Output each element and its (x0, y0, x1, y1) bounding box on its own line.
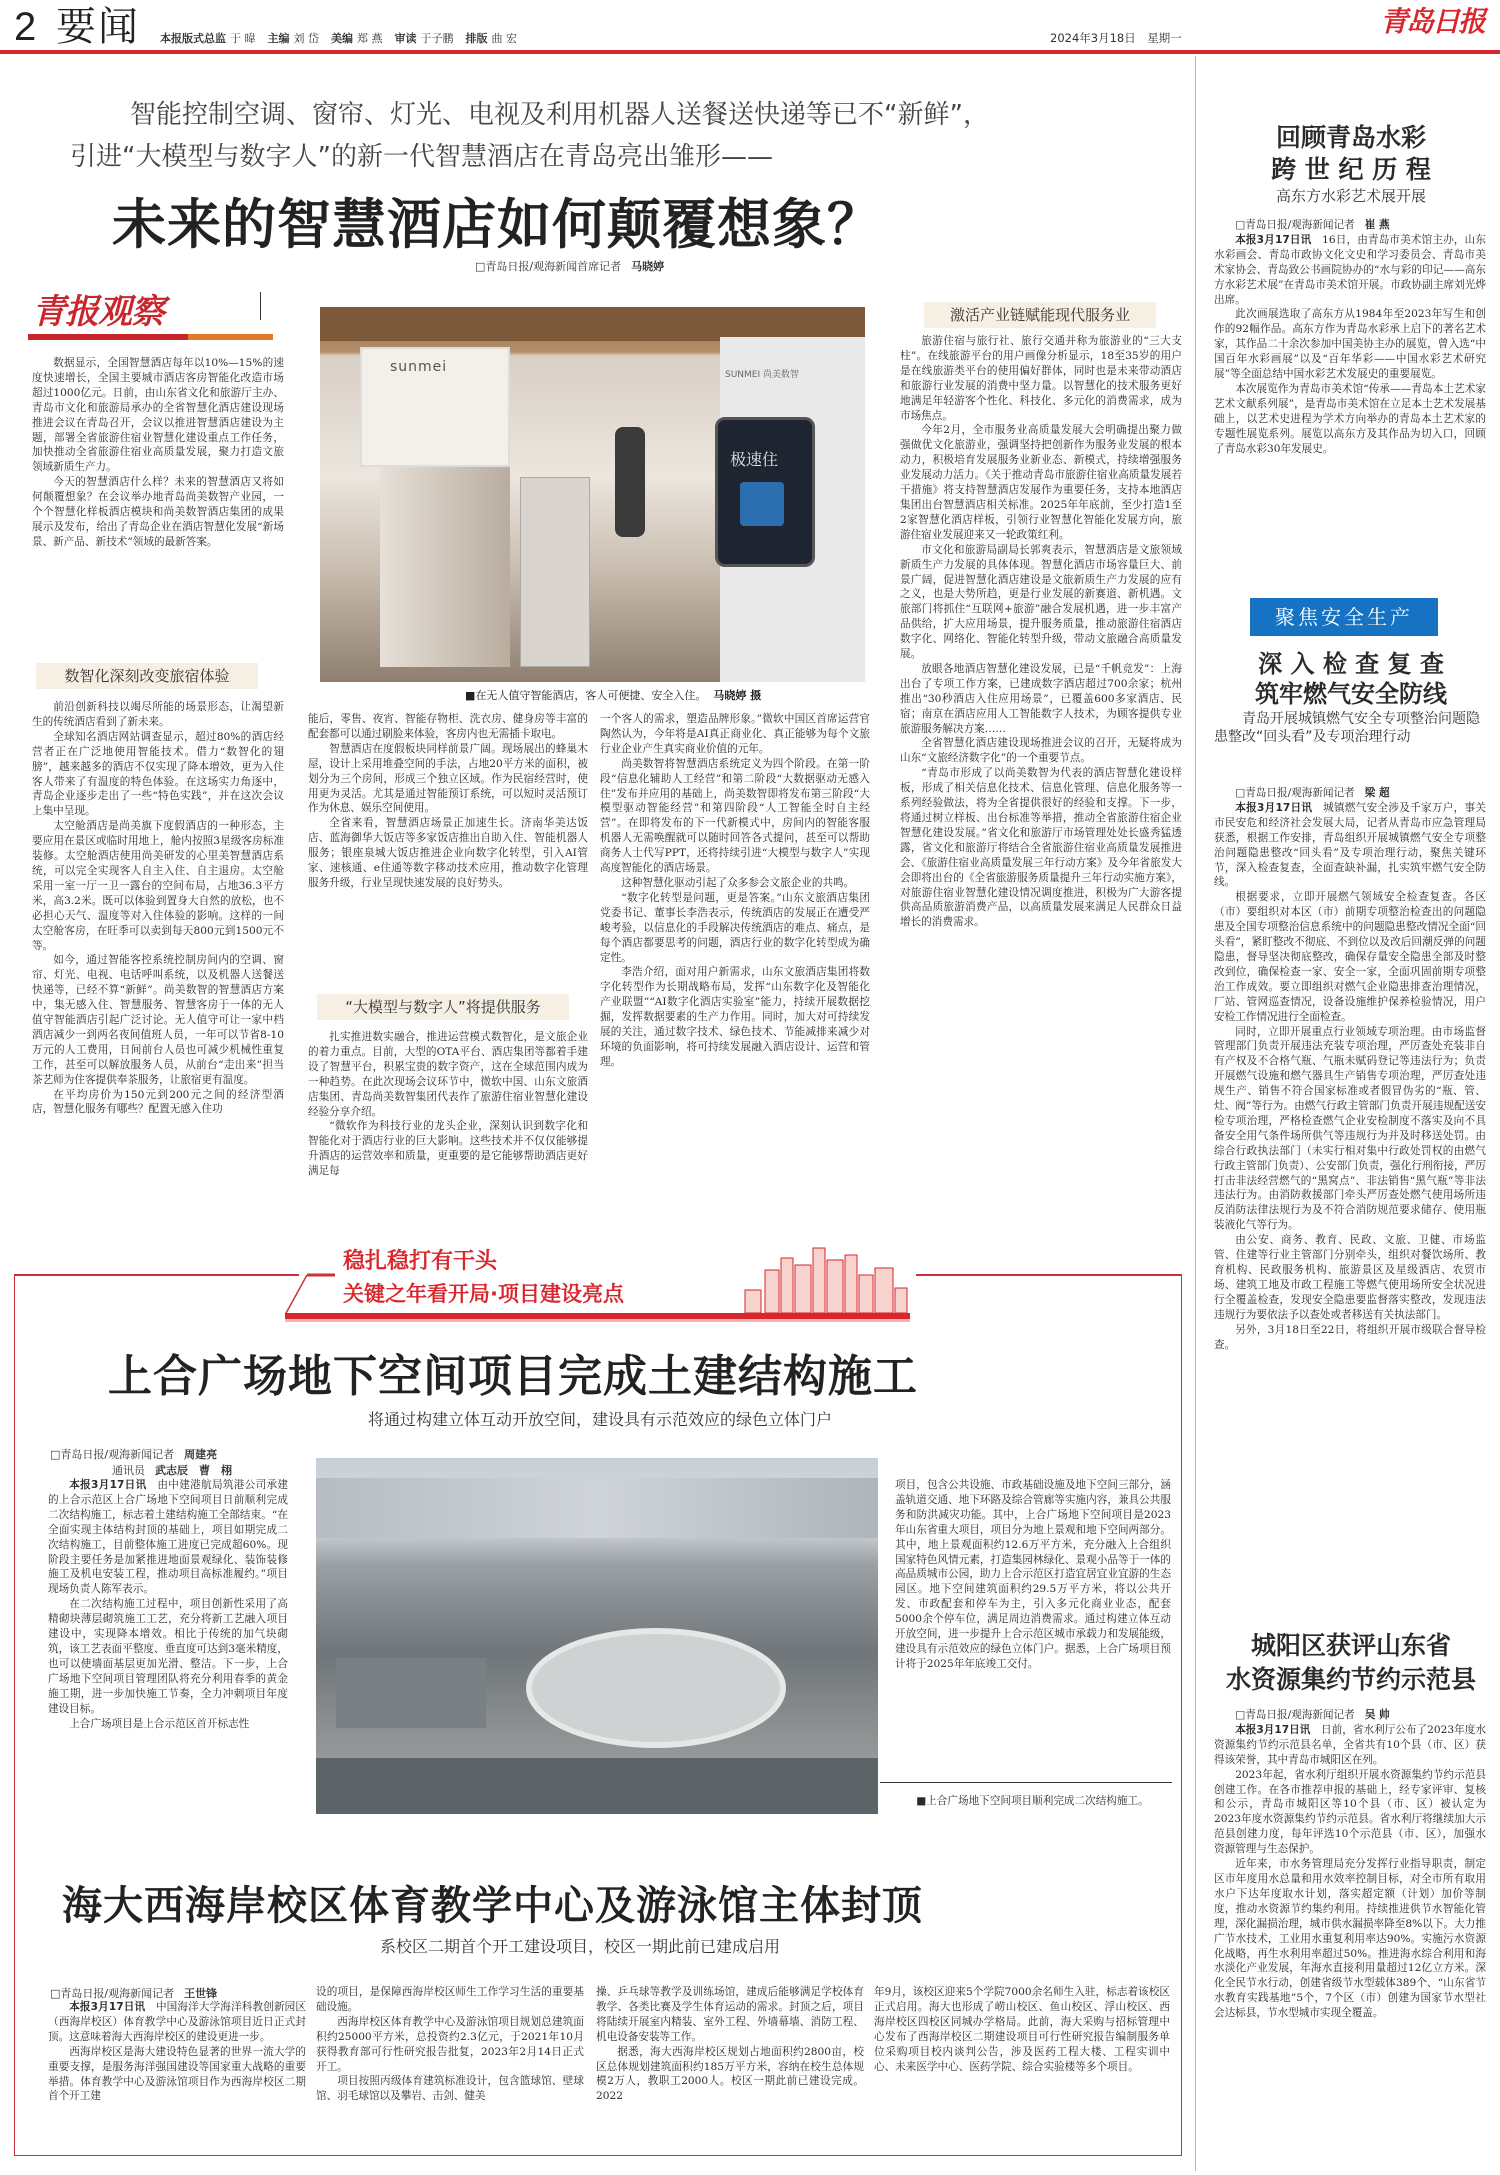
plaza-title: 上合广场地下空间项目完成土建结构施工 (108, 1351, 918, 1402)
plaza-byline2 (112, 1462, 232, 1478)
column-logo (28, 284, 273, 340)
paragraph-text: 此次画展选取了高东方从1984年至2023年写生和创作的92幅作品。高东方作为青岛水彩承上启下的著名艺术家，其作品二十余次参加中国美协主办的展览，曾入选“中国百年水彩画展”以及“百年华彩——中国水彩艺术研究展”等全面总结中国水彩艺术发展史的重要展览。 (1214, 308, 1486, 381)
lead-title: 未来的智慧酒店如何颠覆想象？ (112, 192, 882, 256)
paragraph (900, 543, 1182, 662)
art-title-line1: 回顾青岛水彩 (1275, 123, 1426, 152)
safety-tag: 聚焦安全生产 (1250, 598, 1438, 636)
paragraph-text: 设的项目，是保障西海岸校区师生工作学习生活的重要基础设施。 (316, 1986, 584, 2013)
lead-col2 (308, 712, 588, 950)
paragraph (32, 953, 284, 1087)
dateline: 本报3月17日讯 (69, 1479, 158, 1491)
art-article (1214, 218, 1486, 548)
paragraph (900, 334, 1182, 423)
section-name: 要闻 (56, 4, 140, 50)
paragraph (48, 1717, 288, 1732)
ouc-col4 (874, 1985, 1170, 2150)
dateline: 本报3月17日讯 (1235, 1723, 1322, 1736)
paragraph-text: 全球知名酒店网站调查显示，超过80%的酒店经营者正在广泛地使用智能技术。借力“数智化的翅膀”，越来越多的酒店不仅实现了降本增效，更为入住客人带来了有温度的特色体验。在这场实力角逐中，青岛企业逐步走出了一些“特色实践”，并在这次会议上集中呈现。 (32, 730, 284, 818)
plaza-right-text (895, 1478, 1171, 1796)
staff-role: 本报版式总监 (160, 32, 226, 45)
paragraph-text: “微软作为科技行业的龙头企业，深刻认识到数字化和智能化对于酒店行业的巨大影响。这些技术并不仅仅能够提升酒店的运营效率和质量，更重要的是它能够帮助酒店更好满足每 (308, 1120, 588, 1178)
paragraph-text: 全省来看，智慧酒店场景正加速生长。济南华美达饭店、蓝海御华大饭店等多家饭店推出自助入住、智能机器人服务；银座泉城大饭店推进企业向数字化转型，引入AI管家、速核通、e住通等数字移动技术应用，推动数字化管理服务升级，行业呈现快速发展的良好势头。 (308, 817, 588, 889)
staff-role: 主编 (267, 32, 290, 45)
project-banner (285, 1240, 915, 1322)
paragraph (895, 1478, 1171, 1672)
byline-name: 王世锋 (184, 1987, 218, 2000)
paragraph (48, 2045, 306, 2105)
banner-line1: 稳扎稳打有干头 (343, 1248, 498, 1274)
paragraph-text: 2023年起，省水利厅组织开展水资源集约节约示范县创建工作。在各市推荐申报的基础上，经专家评审、复核和公示，青岛市城阳区等10个县（市、区）被认定为2023年度水资源集约节约示范县。省水利厅将继续加大示范县创建力度，每年评选10个示范县（市、区），加强水资源管理与生态保护。 (1214, 1768, 1486, 1856)
paragraph (600, 891, 870, 966)
paragraph-text: 在平均房价为150元到200元之间的经济型酒店，智慧化服务有哪些？配置无感入住功 (32, 1088, 284, 1116)
paragraph (32, 475, 284, 550)
paragraph (308, 742, 588, 817)
paragraph (1214, 1025, 1486, 1234)
paragraph (1214, 1723, 1486, 1768)
lead-kicker-line1: 智能控制空调、窗帘、灯光、电视及利用机器人送餐送快递等已不“新鲜”， (130, 100, 989, 130)
paragraph-text: 项目，包含公共设施、市政基础设施及地下空间三部分，涵盖轨道交通、地下环路及综合管廊等实施内容，兼具公共服务和防洪减灾功能。其中，上合广场地下空间项目是2023年山东省重大项目，项目分为地上景观和地下空间两部分。其中，地上景观面积约12.6万平方米，充分融入上合组织国家特色风情元素，打造集园林绿化、景观小品等于一体的高品质城市公园，助力上合示范区打造宜居宜业宜游的生态园区。地下空间建筑面积约29.5万平方米，将以公共开发、市政配套和停车为主，引入多元化商业业态，配套5000余个停车位，满足周边消费需求。通过构建立体互动开放空间，进一步提升上合示范区城市承载力和发展能级，建设具有示范效应的绿色立体门户。据悉，上合广场项目预计将于2025年年底竣工交付。 (895, 1479, 1171, 1670)
paragraph-text: 上合广场项目是上合示范区首开标志性 (69, 1717, 250, 1730)
ouc-byline (50, 1985, 217, 2001)
sidebar-divider (1195, 56, 1196, 2171)
paragraph-text: 据悉，海大西海岸校区规划占地面积约2800亩，校区总体规划建筑面积约185万平方米，容纳在校生总体规模2万人，教职工2000人。校区一期此前已建设完成。2022 (596, 2045, 864, 2103)
hotel-lobby-photo (320, 307, 865, 682)
paragraph (32, 700, 284, 730)
paragraph (900, 662, 1182, 737)
paragraph-text: 市文化和旅游局副局长郭爽表示，智慧酒店是文旅领域新质生产力发展的具体体现。智慧化酒店市场容量巨大、前景广阔，促进智慧化酒店建设是文旅新质生产力发展的应有之义，也是大势所趋，更是行业发展的新赛道、新机遇。文旅部门将抓住“互联网+旅游”融合发展机遇，进一步丰富产品供给，扩大应用场景，提升服务质量，推动旅游住宿酒店数字化、网络化、智能化转型升级，带动文旅融合高质量发展。 (900, 543, 1182, 661)
ouc-col1 (48, 2000, 306, 2150)
caption-rule (880, 1782, 1172, 1783)
banner-line2: 关键之年看开局·项目建设亮点 (343, 1282, 624, 1306)
byline (1214, 1708, 1486, 1723)
byline (1214, 786, 1486, 801)
paragraph-text: 如今，通过智能客控系统控制房间内的空调、窗帘、灯光、电视、电话呼叫系统，以及机器人送餐送快递等，已经不算“新鲜”。尚美数智的智慧酒店方案中，集无感入住、智慧服务、智慧客房于一体的无人值守智能酒店引起广泛讨论。无人值守可让一家中档酒店减少一到两名夜间值班人员，一年可以节省8-10万元的人工费用，日间前台人员也可减少机械性重复工作，甚至可以解放服务人员，从前台“走出来”担当茶艺师为住客提供奉茶服务，让旅宿更有温度。 (32, 954, 284, 1086)
lead-intro (32, 356, 284, 626)
safety-article (1214, 786, 1486, 1646)
lead-kicker-line2: 引进“大模型与数字人”的新一代智慧酒店在青岛亮出雏形—— (70, 142, 773, 172)
staff-name: 曲 宏 (491, 32, 517, 45)
paragraph-text: 西海岸校区体育教学中心及游泳馆项目规划总建筑面积约25000平方米，总投资约2.3亿元，于2021年10月获得教育部可行性研究报告批复，2023年2月14日正式开工。 (316, 2015, 584, 2073)
ouc-subtitle: 系校区二期首个开工建设项目，校区一期此前已建成启用 (379, 1937, 780, 1956)
caption-text: ■上合广场地下空间项目顺利完成二次结构施工。 (916, 1795, 1149, 1807)
lead-col4 (900, 334, 1182, 1212)
skyline-building (765, 1270, 779, 1313)
paragraph-text: 近年来，市水务管理局充分发挥行业指导职责，制定区市年度用水总量和用水效率控制目标，对全市所有取用水户下达年度取水计划，落实超定额（计划）加价等制度，推动水资源节约集约利用。持续推进供节水智能化管理，深化漏损治理，城市供水漏损率降至8%以下。大力推广节水技术，工业用水重复利用率达90%。实施污水资源化战略，再生水利用率超过50%。推进海水综合利用和海水淡化产业发展，年海水直接利用量超过12亿立方米。深化全民节水行动，创建省级节水型载体389个、“山东省节水教育实践基地”5个，7个区（市）创建为国家节水型社会达标县，节水型城市实现全覆盖。 (1214, 1858, 1486, 2020)
paragraph (600, 757, 870, 876)
water-title-line2: 水资源集约节约示范县 (1225, 1665, 1476, 1694)
staff-credits (160, 30, 529, 46)
paragraph (600, 965, 870, 1069)
photo-credit: 马晓婷 摄 (713, 689, 762, 702)
subhead-industry-chain: 激活产业链赋能现代服务业 (924, 302, 1156, 328)
paragraph-text: 日前，省水利厅公布了2023年度水资源集约节约示范县名单，全省共有10个县（市、区）获得该荣誉，其中青岛市城阳区在列。 (1214, 1723, 1486, 1766)
paragraph-text: 数据显示，全国智慧酒店每年以10%—15%的速度快速增长，全国主要城市酒店客房智能化改造市场超过1000亿元。日前，由山东省文化和旅游厅主办、青岛市文化和旅游局承办的全省智慧化酒店建设现场推进会议在青岛召开，会议以推进智慧酒店建设为主题，部署全省旅游住宿业智慧化建设重点工作任务，加快推动全省旅游住宿业高质量发展，聚力打造文旅领域新质生产力。 (32, 357, 284, 474)
paragraph-text: 本次展览作为青岛市美术馆“传承——青岛本土艺术家艺术文献系列展”，是青岛市美术馆在立足本土艺术发展基础上，以艺术史进程为学术方向举办的青岛本土艺术家的专题性展览系列。展览以高东方及其作品为切入口，回顾了青岛水彩30年发展史。 (1214, 382, 1486, 455)
paragraph (316, 2074, 584, 2104)
paragraph (308, 1030, 588, 1119)
staff-name: 于子鹏 (420, 32, 454, 45)
paragraph-text: 一个客人的需求，塑造品牌形象。”微软中国区首席运营官陶然认为，今年将是AI真正商业化、真正能够为每个文旅行业企业产生真实商业价值的元年。 (600, 713, 870, 755)
paragraph (1214, 1233, 1486, 1322)
paragraph-text: 根据要求，立即开展燃气领域安全检查复查。各区（市）要组织对本区（市）前期专项整治检查出的问题隐患及全国专项整治信息系统中的问题隐患整改情况全面“回头看”，紧盯整改不彻底、不到位以及改后回潮反弹的问题隐患，督导坚决彻底整改，确保存量安全隐患全部及时整改到位，确保检查一家、安全一家，全面巩固前期专项整治工作成效。要立即组织对燃气企业隐患排查治理情况，厂站、管网巡查情况，设备设施维护保养检验情况，用户安检工作情况进行全面检查。 (1214, 891, 1486, 1023)
paragraph-text: 扎实推进数实融合，推进运营模式数智化，是文旅企业的着力重点。目前，大型的OTA平台、酒店集团等都着手建设了智慧平台，积累宝贵的数字资产，这在全球范围内成为一种趋势。在此次现场会议环节中，微软中国、山东文旅酒店集团、青岛尚美数智集团代表作了旅游住宿业智慧化建设经验分享介绍。 (308, 1031, 588, 1118)
paragraph-text: 由中建港航局筑港公司承建的上合示范区上合广场地下空间项目日前顺利完成二次结构施工，标志着土建结构施工全部结束。“在全面实现主体结构封顶的基础上，项目如期完成二次结构施工，目前整体施工进度已完成超60%。现阶段主要任务是加紧推进地面景观绿化、装饰装修施工及机电安装工程，推动项目高标准履约。”项目现场负责人陈军表示。 (48, 1479, 288, 1596)
page-number: 2 (14, 5, 37, 49)
water-article (1214, 1708, 1486, 2170)
photo-brand-sign: SUNMEI 尚美数智 (725, 370, 799, 380)
paragraph-text: 尚美数智将智慧酒店系统定义为四个阶段。在第一阶段“信息化辅助人工经营”和第二阶段“大数据驱动无感入住”发布并应用的基础上，尚美数智即将发布第三阶段“大模型驱动智能经营”和第四阶段“人工智能全时自主经营”。在即将发布的下一代新模式中，房间内的智能客服机器人无需唤醒就可以随时回答各式提问，甚至可以帮助商务人士代写PPT，还将持续引进“大模型与数字人”实现高度智能化的酒店场景。 (600, 757, 870, 875)
paragraph-text: 16日，由青岛市美术馆主办，山东水彩画会、青岛市政协文化文史和学习委员会、青岛市美术家协会、青岛致公书画院协办的“水与彩的印记——高东方水彩艺术展”在青岛市美术馆开展。市政协副主席刘光烨出席。 (1214, 233, 1486, 306)
paragraph (316, 2015, 584, 2075)
byline-name: 崔 燕 (1364, 219, 1390, 231)
paragraph-text: “数字化转型是问题，更是答案。”山东文旅酒店集团党委书记、董事长李浩表示，传统酒店的发展正在遭受严峻考验，以信息化的手段解决传统酒店的难点、痛点，是每个酒店都要思考的问题，酒店行业的数字化转型成为确定性。 (600, 891, 870, 964)
header-rule (0, 50, 1500, 54)
staff-name: 刘 岱 (293, 32, 319, 45)
dateline: 本报3月17日讯 (1235, 801, 1324, 814)
byline-name: 马晓婷 (631, 260, 665, 273)
paragraph-text: 由公安、商务、教育、民政、文旅、卫健、市场监管、住建等行业主管部门分别牵头，组织对餐饮场所、教育机构、民政服务机构、旅游景区及星级酒店、农贸市场、建筑工地及市政工程施工等燃气使用场所安全状况进行全覆盖检查，发现安全隐患要监督落实整改，发现违法违规行为要依法予以查处或者移送有关执法部门。 (1214, 1234, 1486, 1321)
staff-role: 排版 (465, 32, 488, 45)
paragraph-text: “青岛市形成了以尚美数智为代表的酒店智慧化建设样板，形成了相关信息化技术、信息化管理、信息化服务等一系列经验做法，将为全省提供很好的经验和支撑。下一步，将通过树立样板、出台标准等举措，推动全省旅游住宿企业智慧化建设发展。”省文化和旅游厅市场管理处处长盛秀猛透露，省文化和旅游厅将结合全省旅游住宿业高质量发展推进会、《旅游住宿业高质量发展三年行动方案》及今年省旅发大会即将出台的《全省旅游服务质量提升三年行动实施方案》，对旅游住宿业智慧化建设情况调度推进，积极为广大游客提供高品质旅游消费产品，以高质量发展来满足人民群众日益增长的消费需求。 (900, 767, 1182, 929)
paragraph-text: 全省智慧化酒店建设现场推进会议的召开，无疑将成为山东“文旅经济数字化”的一个重要节点。 (900, 737, 1182, 765)
paragraph-text: 同时，立即开展重点行业领域专项治理。由市场监督管理部门负责开展违法充装专项治理，严厉查处充装非自有产权及不合格气瓶、气瓶未赋码登记等违法行为；负责开展燃气设施和燃气器具生产销售专项治理，严厉查处违规生产、销售不符合国家标准或者假冒伪劣的“瓶、管、灶、阀”等行为。由燃气行政主管部门负责开展违规配送安检专项治理，严格检查燃气企业安检制度不落实及向不具备安全用气条件场所供气等违规行为并及时移送处罚。由综合行政执法部门（未实行相对集中行政处罚权的由燃气行政主管部门负责）、公安部门负责，强化行刑衔接，严厉打击非法经营燃气的“黑窝点”、非法销售“黑气瓶”等非法违法行为。由消防救援部门牵头严厉查处燃气使用场所违反消防法律法规行为及不符合消防规范要求储存、使用瓶装液化气等行为。 (1214, 1025, 1486, 1232)
column-logo-text: 青报观察 (32, 292, 164, 332)
safety-title-line1: 深 入 检 查 复 查 (1258, 649, 1444, 678)
paragraph-text: 旅游住宿与旅行社、旅行交通并称为旅游业的“三大支柱”。在线旅游平台的用户画像分析显示，18至35岁的用户是在线旅游类平台的使用偏好群体，同时也是未来带动酒店和旅游行业发展的消费中坚力量。以智慧化的技术服务更好地满足年轻游客个性化、科技化、多元化的消费需求，成为市场焦点。 (900, 335, 1182, 422)
paragraph-text: 操、乒乓球等教学及训练场馆，建成后能够满足学校体育教学、各类比赛及学生体育运动的需求。封顶之后，项目将陆续开展室内精装、室外工程、外墙幕墙、消防工程、机电设备安装等工作。 (596, 1986, 864, 2043)
paragraph (308, 1119, 588, 1179)
staff-name: 于 暐 (230, 32, 256, 45)
plaza-byline (50, 1446, 217, 1462)
paragraph (1214, 307, 1486, 382)
masthead-logo: 青岛日报 (1380, 5, 1485, 38)
paragraph-text: 西海岸校区是海大建设特色显著的世界一流大学的重要支撑，是服务海洋强国建设等国家重大战略的重要举措。体育教学中心及游泳馆项目作为西海岸校区二期首个开工建 (48, 2045, 306, 2103)
paragraph (48, 2000, 306, 2045)
paragraph-text: 智慧酒店在度假板块同样前景广阔。现场展出的蜂巢木屋，设计上采用堆叠空间的手法，占地20平方米的面积，被划分为三个房间，形成三个独立区域。作为民宿经营时，使用更为灵活。尤其是通过智能预订系统，可以短时灵活预订作为休息、娱乐空间使用。 (308, 742, 588, 815)
staff-role: 审读 (394, 32, 417, 45)
byline-name: 吴 帅 (1364, 1709, 1390, 1721)
byline-prefix: □青岛日报/观海新闻记者 (1235, 787, 1355, 799)
paragraph (308, 712, 588, 742)
paragraph (1214, 801, 1486, 890)
byline2-prefix: 通讯员 (112, 1464, 145, 1477)
paragraph (316, 1985, 584, 2015)
paragraph (32, 356, 284, 475)
paragraph (900, 766, 1182, 930)
byline (1214, 218, 1486, 233)
paragraph-text: 另外，3月18日至22日，将组织开展市级联合督导检查。 (1214, 1323, 1486, 1351)
byline-prefix: □青岛日报/观海新闻记者 (1235, 219, 1355, 231)
paragraph (32, 1088, 284, 1118)
paragraph (48, 1597, 288, 1716)
byline-prefix: □青岛日报/观海新闻记者 (50, 1448, 175, 1461)
paragraph (900, 423, 1182, 542)
staff-name: 郑 燕 (357, 32, 383, 45)
paragraph-text: 这种智慧化驱动引起了众多参会文旅企业的共鸣。 (621, 876, 855, 889)
lead-photo-caption (465, 687, 761, 703)
ouc-col3 (596, 1985, 864, 2150)
paragraph-text: 能后，零售、夜宵、智能存物柜、洗衣房、健身房等丰富的配套都可以通过刷脸来体验，客房内也无需插卡取电。 (308, 713, 588, 740)
plaza-left-text (48, 1478, 288, 1824)
paragraph-text: 放眼各地酒店智慧化建设发展，已是“千帆竞发”：上海出台了专项工作方案，已建成数字酒店超过700余家；杭州推出“30秒酒店入住应用场景”，已覆盖600多家酒店、民宿；南京在酒店应用人工智能数字人技术，为顾客提供专业旅游服务解决方案…… (900, 662, 1182, 735)
paragraph (48, 1478, 288, 1597)
water-title-line1: 城阳区获评山东省 (1250, 1631, 1451, 1660)
dateline: 本报3月17日讯 (69, 2001, 156, 2013)
paragraph (900, 736, 1182, 766)
ouc-title: 海大西海岸校区体育教学中心及游泳馆主体封顶 (62, 1882, 923, 1929)
art-subtitle: 高东方水彩艺术展开展 (1275, 187, 1426, 205)
paragraph (600, 712, 870, 757)
paragraph-text: 在二次结构施工过程中，项目创新性采用了高精砌块薄层砌筑施工工艺，充分将新工艺融入项目建设中，实现降本增效。相比于传统的加气块砌筑，该工艺表面平整度、垂直度可达到3毫米精度，也可以使墙面基层更加光滑、整洁。下一步，上合广场地下空间项目管理团队将充分利用春季的黄金施工期，进一步加快施工节奏，全力冲刺项目年度建设目标。 (48, 1598, 288, 1715)
safety-subtitle: 青岛开展城镇燃气安全专项整治问题隐患整改“回头看”及专项治理行动 (1214, 711, 1480, 745)
paragraph-text: 项目按照丙级体育建筑标准设计，包含篮球馆、壁球馆、羽毛球馆以及攀岩、击剑、健美 (316, 2075, 584, 2103)
lead-col2b (308, 1030, 588, 1212)
photo-wall-sign: sunmei (390, 359, 448, 375)
paragraph-text: 年9月，该校区迎来5个学院7000余名师生入驻，标志着该校区正式启用。海大也形成了崂山校区、鱼山校区、浮山校区、西海岸校区四校区同城办学格局。此前，海大采购与招标管理中心发布了西海岸校区二期建设项目可行性研究报告编制服务单位采购项目校内谈判公告，涉及医药工程大楼、工程实训中心、未来医学中心、医药学院、综合实验楼等多个项目。 (874, 1986, 1170, 2073)
byline2-names: 武志辰 曹 栩 (155, 1464, 232, 1477)
safety-title-line2: 筑牢燃气安全防线 (1255, 679, 1447, 708)
byline-prefix: □青岛日报/观海新闻首席记者 (475, 260, 622, 273)
photo-screen-text: 极速住 (730, 450, 779, 469)
paragraph (32, 819, 284, 953)
paragraph (1214, 1857, 1486, 2021)
lead-byline (475, 258, 664, 274)
ouc-col2 (316, 1985, 584, 2150)
byline-name: 梁 超 (1364, 787, 1390, 799)
paragraph-text: 中国海洋大学海洋科教创新园区（西海岸校区）体育教学中心及游泳馆项目近日正式封顶。这意味着海大西海岸校区的建设更进一步。 (48, 2001, 306, 2043)
paragraph-text: 今天的智慧酒店什么样？未来的智慧酒店又将如何颠覆想象？在会议举办地青岛尚美数智产业园，一个个智慧化样板酒店模块和尚美数智酒店集团的成果展示及发布，给出了青岛企业在酒店智慧化发展“新场景、新产品、新技术”领域的最新答案。 (32, 476, 284, 548)
byline-name: 周建亮 (184, 1448, 218, 1461)
paragraph-text: 城镇燃气安全涉及千家万户，事关市民安危和经济社会发展大局，记者从青岛市应急管理局获悉，根据工作安排，青岛组织开展城镇燃气安全专项整治问题隐患整改“回头看”及专项治理行动，聚焦关键环节，深入检查复查，全面查缺补漏，扎实筑牢燃气安全防线。 (1214, 801, 1486, 889)
staff-role: 美编 (331, 32, 353, 45)
dateline: 本报3月17日讯 (1235, 233, 1323, 246)
paragraph-text: 前沿创新科技以竭尽所能的场景形态，让渴望新生的传统酒店看到了新未来。 (32, 701, 284, 728)
lead-col1 (32, 700, 284, 1212)
paragraph (1214, 382, 1486, 457)
issue-date: 2024年3月18日 星期一 (1050, 31, 1182, 45)
paragraph (874, 1985, 1170, 2074)
paragraph-text: 今年2月，全市服务业高质量发展大会明确提出聚力做强做优文化旅游业，强调坚持把创新作为服务业发展的根本动力，积极培育发展服务业新业态、新模式，持续增强服务业发展动力活力。《关于推动青岛市旅游住宿业高质量发展若干措施》将支持智慧酒店发展作为重要任务，支持本地酒店集团出台智慧酒店相关标准。2025年年底前，至少打造1至2家智慧化酒店样板，引领行业智慧化智能化发展方向，旅游住宿业发展迎来又一轮政策红利。 (900, 424, 1182, 541)
art-title-line2: 跨 世 纪 历 程 (1271, 155, 1431, 184)
byline-prefix: □青岛日报/观海新闻记者 (1235, 1709, 1355, 1721)
plaza-subtitle: 将通过构建立体互动开放空间，建设具有示范效应的绿色立体门户 (367, 1410, 832, 1429)
paragraph (596, 2045, 864, 2105)
lead-col3 (600, 712, 870, 1212)
paragraph (1214, 1323, 1486, 1353)
byline-prefix: □青岛日报/观海新闻记者 (50, 1987, 175, 2000)
plaza-construction-photo (316, 1458, 878, 1814)
subhead-digital: 数智化深刻改变旅宿体验 (36, 663, 258, 689)
paragraph (1214, 1768, 1486, 1857)
paragraph (1214, 890, 1486, 1024)
subhead-big-model: “大模型与数字人”将提供服务 (317, 994, 569, 1020)
paragraph (596, 1985, 864, 2045)
paragraph-text: 太空舱酒店是尚美旗下度假酒店的一种形态，主要应用在景区或临时用地上，舱内按照3星级客房标准装修。太空舱酒店使用尚美研发的心里美智慧酒店系统，可以完全实现客人自主入住、自主退房。太空舱采用一室一厅一卫一露台的空间布局，占地36.3平方米，高3.2米。既可以体验到置身大自然的放松，也不必担心天气、温度等对入住体验的影响。这样的一间太空舱客房，在旺季可以卖到每天800元到1500元不等。 (32, 820, 284, 952)
paragraph (600, 876, 870, 891)
caption-text: ■在无人值守智能酒店，客人可便捷、安全入住。 (465, 689, 707, 702)
paragraph (308, 816, 588, 891)
paragraph (32, 730, 284, 819)
paragraph-text: 李浩介绍，面对用户新需求，山东文旅酒店集团将数字化转型作为长期战略布局，发挥“山东数字化及智能化产业联盟”“AI数字化酒店实验室”能力，持续开展数据挖掘，发挥数据要素的生产力作用。同时，加大对可持续发展的关注，通过数字技术、绿色技术、节能减排来减少对环境的负面影响，将可持续发展融入酒店设计、运营和管理。 (600, 966, 870, 1068)
paragraph (1214, 233, 1486, 308)
plaza-photo-caption (895, 1794, 1171, 1826)
